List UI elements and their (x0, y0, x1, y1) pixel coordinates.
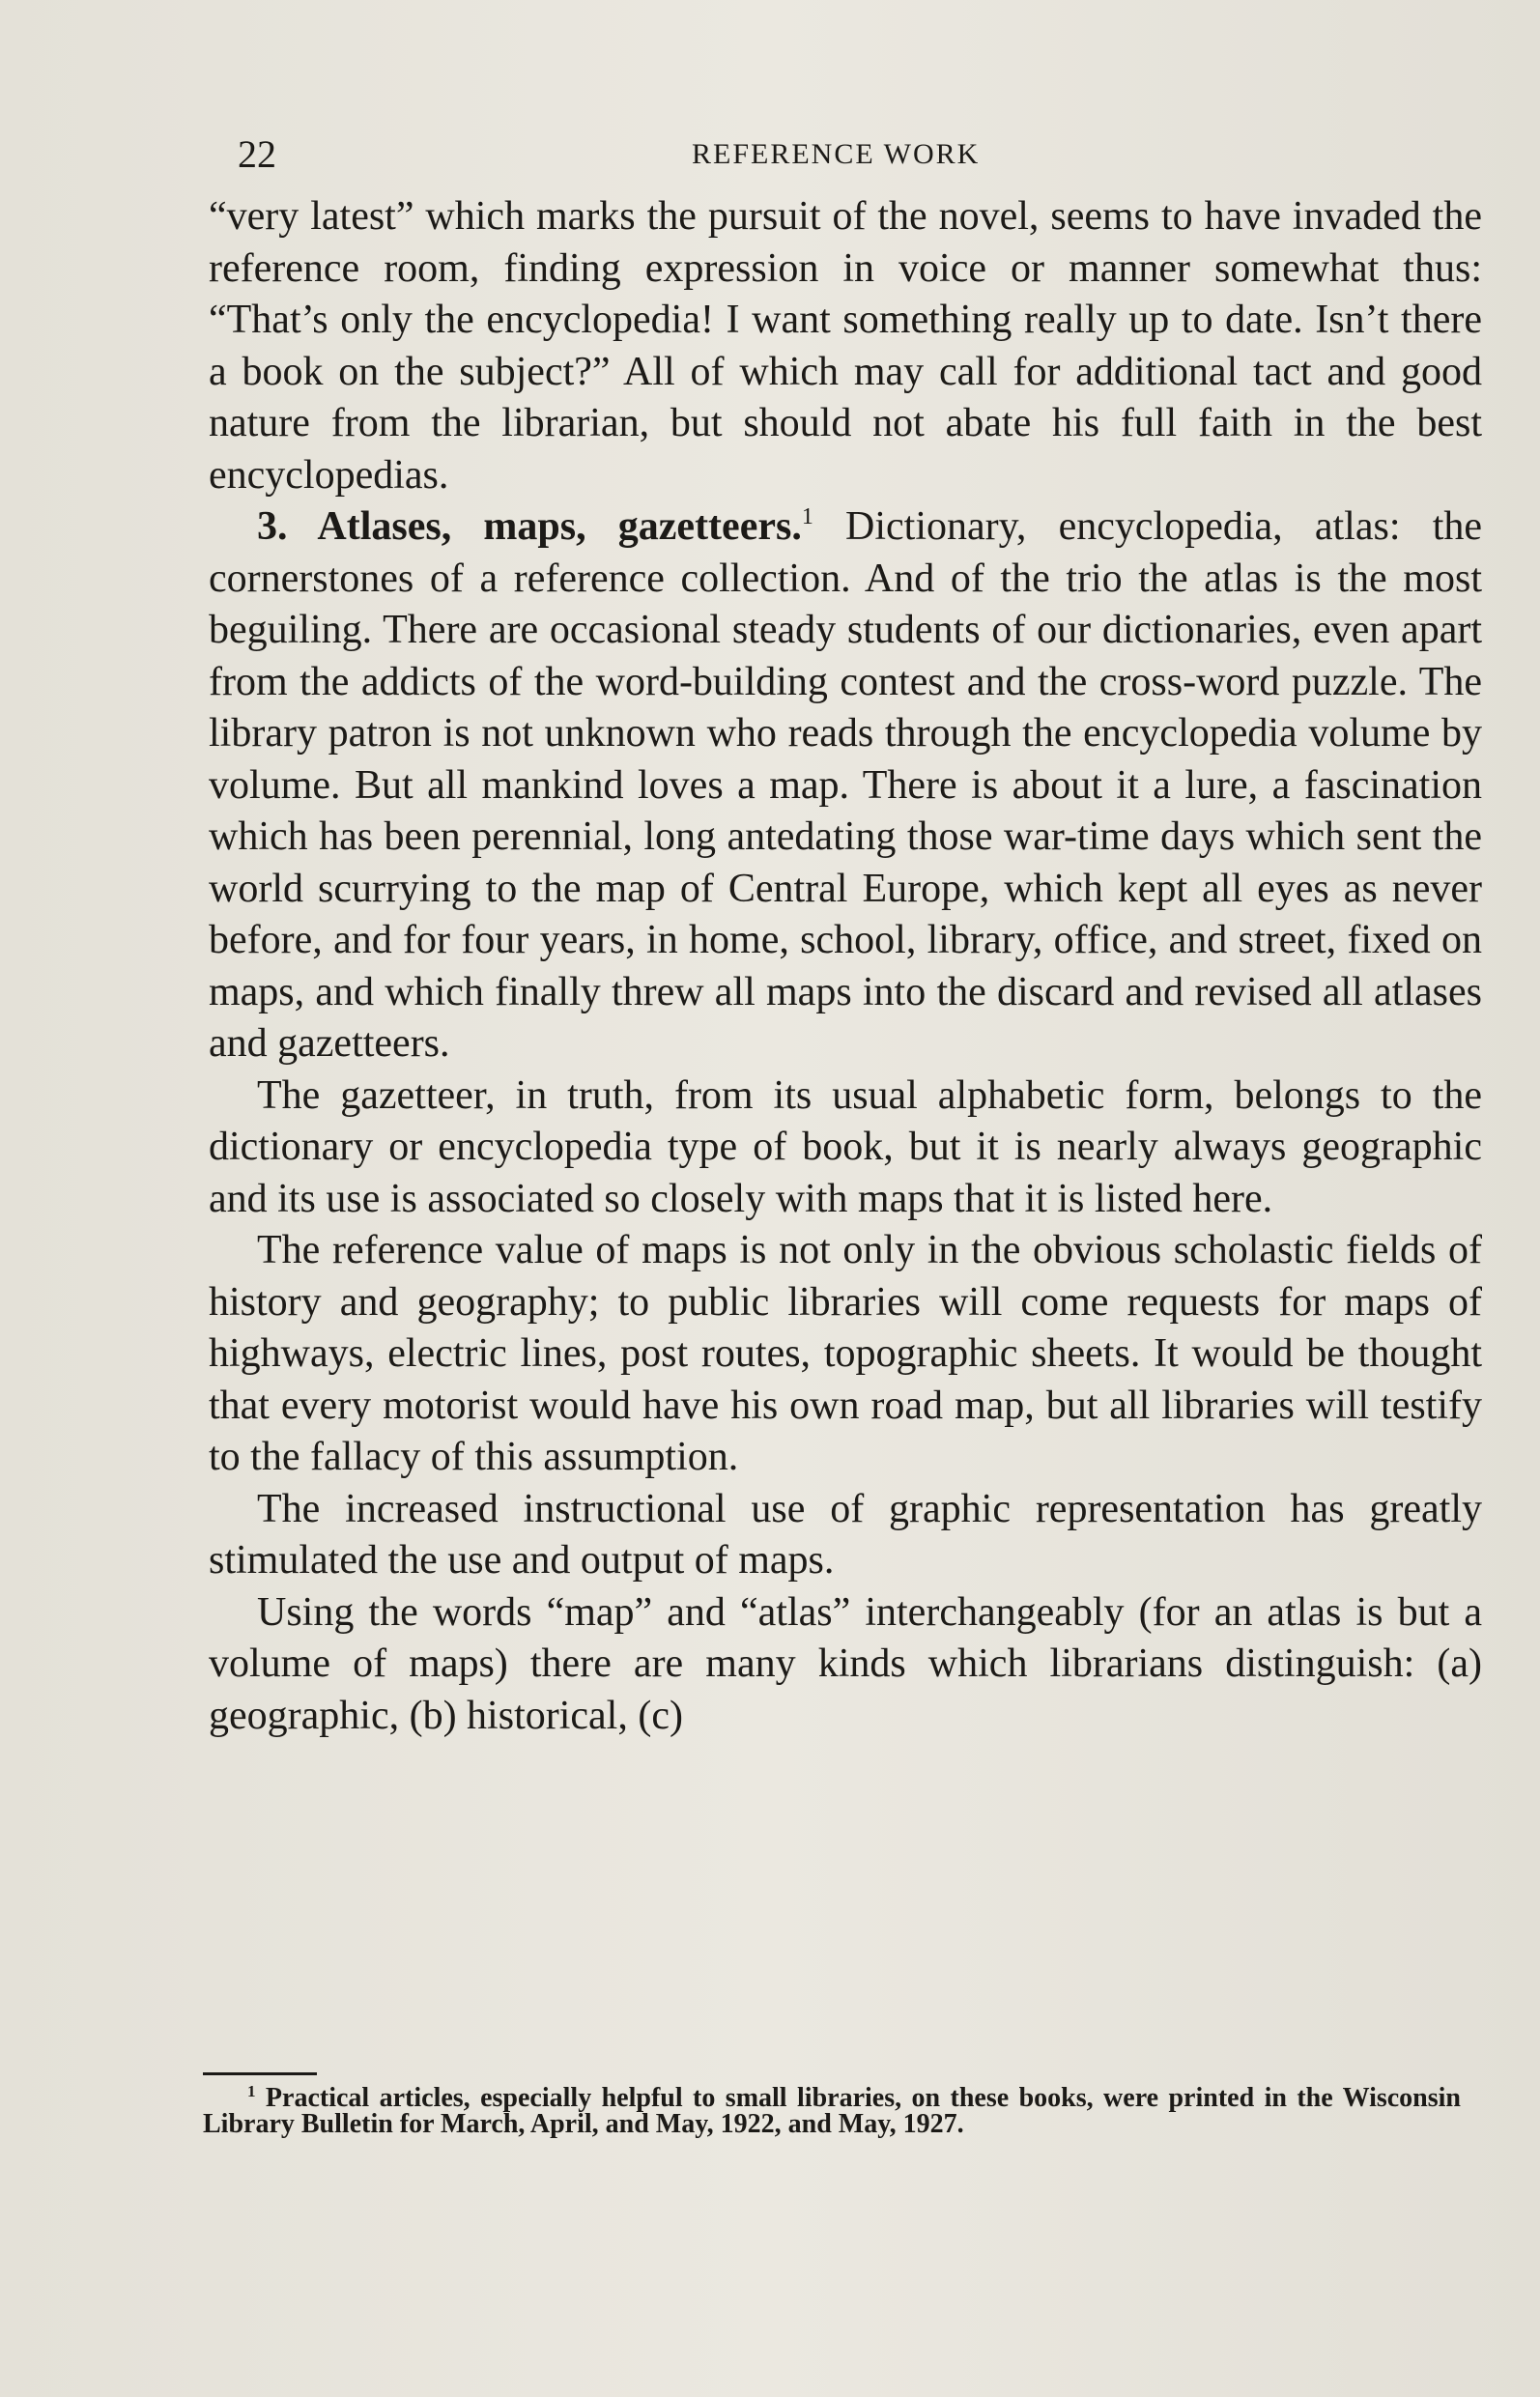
paragraph-atlases-text: Dictionary, encyclopedia, atlas: the cornerstones of a reference collection. And of the trio the atlas is the most beguiling. There are occasional steady students of our dictionaries, even apart from the addicts of the word-building contest and the cross-word puzzle. The library patron is not unknown who reads through the encyclopedia volume by volume. But all mankind loves a map. There is about it a lure, a fascination which has been perennial, long antedating those war-time days which sent the world scurrying to the map of Central Europe, which kept all eyes as never before, and for four years, in home, school, library, office, and street, fixed on maps, and which finally threw all maps into the discard and revised all atlases and gazetteers. (209, 504, 1483, 1066)
paragraph-reference-value: The reference value of maps is not only in the obvious scholastic fields of history and geography; to public libraries will come requests for maps of highways, electric lines, post routes, topographic sheets. It would be thought that every motorist would have his own road map, but all libraries will testify to the fallacy of this assumption. (209, 1228, 1482, 1479)
section-heading: 3. Atlases, maps, gazetteers. (257, 504, 802, 549)
paragraph-gazetteer: The gazetteer, in truth, from its usual alphabetic form, belongs to the dictionary or encyclopedia type of book, but it is nearly always geographic and its use is associated so closely with maps that it is listed here. (209, 1072, 1482, 1221)
paragraph-continuation: “very latest” which marks the pursuit of the novel, seems to have invaded the reference room, finding expression in voice or manner somewhat thus: “That’s only the encyclopedia! I want something really up to date. Isn’t there a book on the subject?” All of which may call for additional tact and good nature from the librarian, but should not abate his full faith in the best encyclopedias. (209, 194, 1482, 498)
page-number: 22 (238, 132, 276, 176)
footnote-reference: 1 (801, 504, 813, 529)
page-header (238, 126, 1480, 184)
paragraph-instructional-use: The increased instructional use of graphic representation has greatly stimulated the use and output of maps. (209, 1486, 1482, 1583)
body-text (209, 191, 1482, 1742)
footnote-text: Practical articles, especially helpful to small libraries, on these books, were printed in the Wisconsin Library Bulletin for March, April, and May, 1922, and May, 1927. (203, 2083, 1461, 2139)
footnote (203, 2082, 1461, 2139)
paragraph-atlases (209, 501, 1482, 1070)
paragraph-map-kinds: Using the words “map” and “atlas” interchangeably (for an atlas is but a volume of maps) there are many kinds which librarians distinguish: (a) geographic, (b) historical, (c) (209, 1589, 1482, 1738)
running-head: REFERENCE WORK (692, 138, 981, 170)
footnote-divider (203, 2072, 317, 2075)
footnote-marker: 1 (247, 2082, 256, 2100)
